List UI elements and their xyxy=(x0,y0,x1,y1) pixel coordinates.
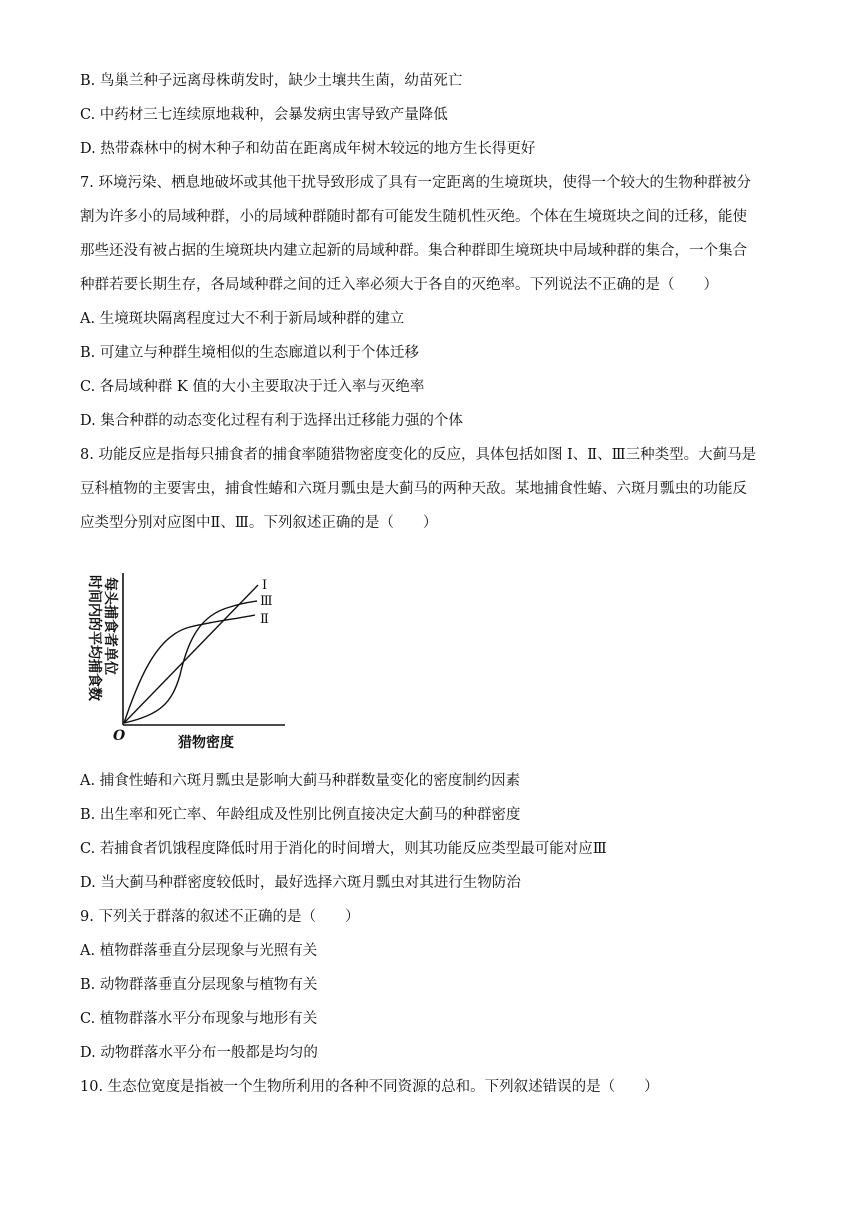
y-axis-label-2: 时间内的平均捕食数 xyxy=(86,575,102,701)
option-7d: D. 集合种群的动态变化过程有利于选择出迁移能力强的个体 xyxy=(80,413,463,429)
option-9a: A. 植物群落垂直分层现象与光照有关 xyxy=(80,943,318,959)
curve-iii xyxy=(124,601,257,723)
option-6c: C. 中药材三七连续原地栽种，会暴发病虫害导致产量降低 xyxy=(80,107,448,123)
option-9c: C. 植物群落水平分布现象与地形有关 xyxy=(80,1011,318,1027)
question-7-line-1: 7. 环境污染、栖息地破坏或其他干扰导致形成了具有一定距离的生境斑块，使得一个较大的生物种群被分 xyxy=(80,175,751,191)
curve-label-i: I xyxy=(262,578,268,593)
curve-label-ii: Ⅱ xyxy=(260,612,269,627)
option-7c: C. 各局域种群 K 值的大小主要取决于迁入率与灭绝率 xyxy=(80,379,425,395)
question-7-line-4: 种群若要长期生存，各局域种群之间的迁入率必须大于各自的灭绝率。下列说法不正确的是（ ） xyxy=(80,277,718,293)
option-8c: C. 若捕食者饥饿程度降低时用于消化的时间增大，则其功能反应类型最可能对应Ⅲ xyxy=(80,841,607,857)
option-6d: D. 热带森林中的树木种子和幼苗在距离成年树木较远的地方生长得更好 xyxy=(80,141,536,157)
question-10: 10. 生态位宽度是指被一个生物所利用的各种不同资源的总和。下列叙述错误的是（ ） xyxy=(80,1079,659,1095)
question-8-line-3: 应类型分别对应图中Ⅱ、Ⅲ。下列叙述正确的是（ ） xyxy=(80,515,438,531)
question-9: 9. 下列关于群落的叙述不正确的是（ ） xyxy=(80,909,360,925)
option-8b: B. 出生率和死亡率、年龄组成及性别比例直接决定大蓟马的种群密度 xyxy=(80,807,521,823)
option-7b: B. 可建立与种群生境相似的生态廊道以利于个体迁移 xyxy=(80,345,419,361)
option-8a: A. 捕食性蝽和六斑月瓢虫是影响大蓟马种群数量变化的密度制约因素 xyxy=(80,773,521,789)
curve-label-iii: Ⅲ xyxy=(260,594,273,609)
question-7-line-2: 割为许多小的局域种群，小的局域种群随时都有可能发生随机性灭绝。个体在生境斑块之间的迁移，能使 xyxy=(80,209,747,225)
option-8d: D. 当大蓟马种群密度较低时，最好选择六斑月瓢虫对其进行生物防治 xyxy=(80,875,521,891)
question-8-line-2: 豆科植物的主要害虫，捕食性蝽和六斑月瓢虫是大蓟马的两种天敌。某地捕食性蝽、六斑月瓢虫的功能反 xyxy=(80,481,747,497)
option-9d: D. 动物群落水平分布一般都是均匀的 xyxy=(80,1045,318,1061)
functional-response-figure xyxy=(80,565,300,750)
curve-ii xyxy=(124,615,255,723)
option-9b: B. 动物群落垂直分层现象与植物有关 xyxy=(80,977,318,993)
y-axis-label-1: 每头捕食者单位 xyxy=(102,577,118,675)
x-axis-label: 猎物密度 xyxy=(178,735,234,750)
option-6b: B. 鸟巢兰种子远离母株萌发时，缺少土壤共生菌，幼苗死亡 xyxy=(80,73,463,89)
question-8-line-1: 8. 功能反应是指每只捕食者的捕食率随猎物密度变化的反应，具体包括如图 I、Ⅱ、Ⅲ三种类型。大蓟马是 xyxy=(80,447,757,463)
curve-i xyxy=(124,585,258,723)
origin-label: O xyxy=(113,728,126,744)
question-7-line-3: 那些还没有被占据的生境斑块内建立起新的局域种群。集合种群即生境斑块中局域种群的集合，一个集合 xyxy=(80,243,747,259)
option-7a: A. 生境斑块隔离程度过大不利于新局域种群的建立 xyxy=(80,311,405,327)
